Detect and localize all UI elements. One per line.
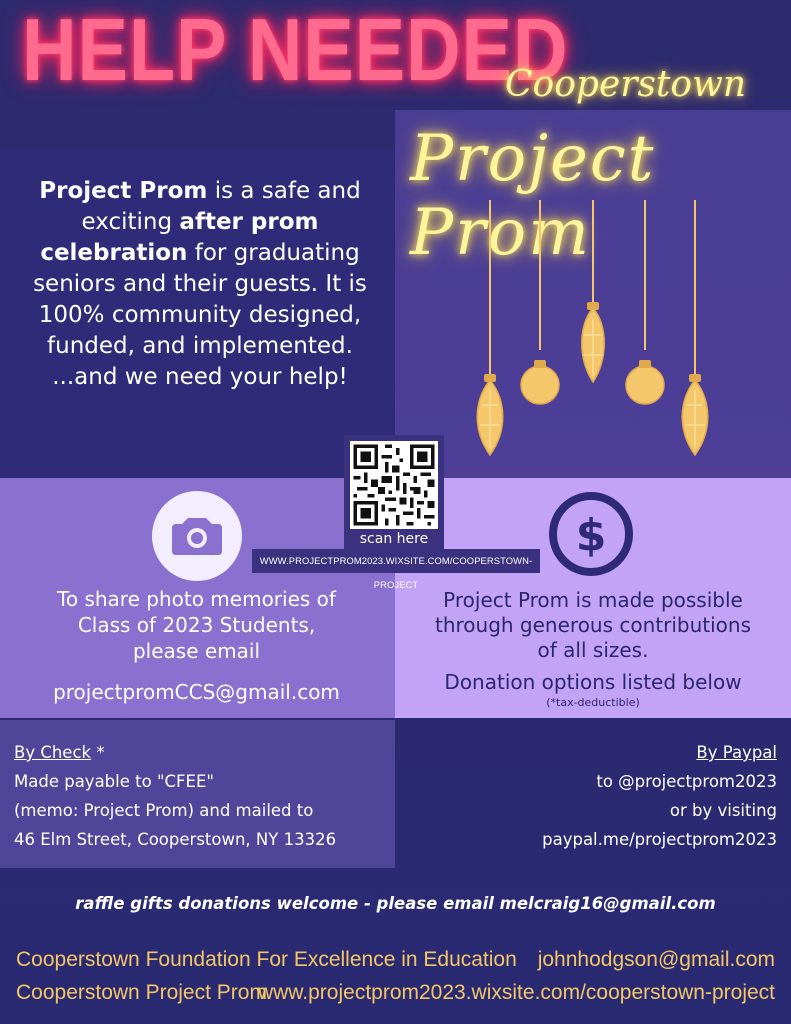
dollar-icon-badge: [547, 490, 635, 578]
check-line-1: Made payable to "CFEE": [14, 772, 214, 791]
headline: HELP NEEDED: [22, 0, 569, 99]
raffle-notice: raffle gifts donations welcome - please email melcraig16@gmail.com: [75, 894, 716, 913]
footer-contact-email[interactable]: johnhodgson@gmail.com: [537, 948, 775, 971]
footer-website[interactable]: www.projectprom2023.wixsite.com/cooperstown-project: [257, 981, 775, 1004]
dollar-icon: [547, 490, 635, 578]
check-heading-asterisk: *: [91, 743, 105, 762]
intro-text-2: is a safe and exciting: [81, 178, 361, 235]
intro-text-3: for graduating seniors and their guests. It is 100% community designed, funded, and implemented. ...and we need your help!: [33, 240, 367, 390]
paypal-link[interactable]: paypal.me/projectprom2023: [542, 830, 777, 849]
footer-org-name: Cooperstown Foundation For Excellence in Education: [16, 948, 517, 971]
qr-code-card[interactable]: [344, 435, 444, 550]
donation-text: [402, 588, 784, 663]
check-instructions: [14, 738, 392, 854]
ornament-ball: [521, 366, 559, 404]
website-url-bar[interactable]: WWW.PROJECTPROM2023.WIXSITE.COM/COOPERSTOWN-PROJECT: [252, 549, 540, 573]
neon-title: Project Prom: [410, 122, 656, 270]
paypal-instructions: [410, 738, 777, 854]
donation-line-3: of all sizes.: [537, 638, 649, 662]
camera-icon: [152, 491, 242, 581]
photo-line-1: To share photo memories of: [57, 587, 336, 611]
paypal-line-2: or by visiting: [669, 801, 777, 820]
intro-bold-2: after prom celebration: [40, 209, 319, 266]
paypal-line-1: to @projectprom2023: [596, 772, 777, 791]
donation-line-1: Project Prom is made possible: [443, 588, 743, 612]
photo-line-3: please email: [132, 639, 261, 663]
qr-caption: scan here: [359, 531, 429, 547]
donation-options-heading: Donation options listed below: [444, 670, 742, 694]
donation-line-2: through generous contributions: [434, 613, 752, 637]
photo-request-text: [14, 586, 379, 664]
photo-email-link[interactable]: projectpromCCS@gmail.com: [53, 680, 340, 704]
neon-subtitle: Cooperstown: [505, 64, 747, 105]
hanging-ornaments: [460, 200, 760, 470]
intro-text: [14, 176, 386, 393]
check-heading: By Check: [14, 743, 92, 762]
check-line-2: (memo: Project Prom) and mailed to: [14, 801, 314, 820]
qr-code[interactable]: [350, 441, 438, 529]
ornament-ball: [626, 366, 664, 404]
camera-icon-badge: [152, 491, 242, 581]
svg-text:$: $: [575, 510, 607, 561]
check-line-3: 46 Elm Street, Cooperstown, NY 13326: [14, 830, 337, 849]
tax-deductible-note: (*tax-deductible): [546, 696, 640, 709]
intro-bold-1: Project Prom: [39, 178, 208, 204]
footer-program-name: Cooperstown Project Prom: [16, 981, 267, 1004]
paypal-heading: By Paypal: [696, 743, 777, 762]
photo-line-2: Class of 2023 Students,: [77, 613, 316, 637]
